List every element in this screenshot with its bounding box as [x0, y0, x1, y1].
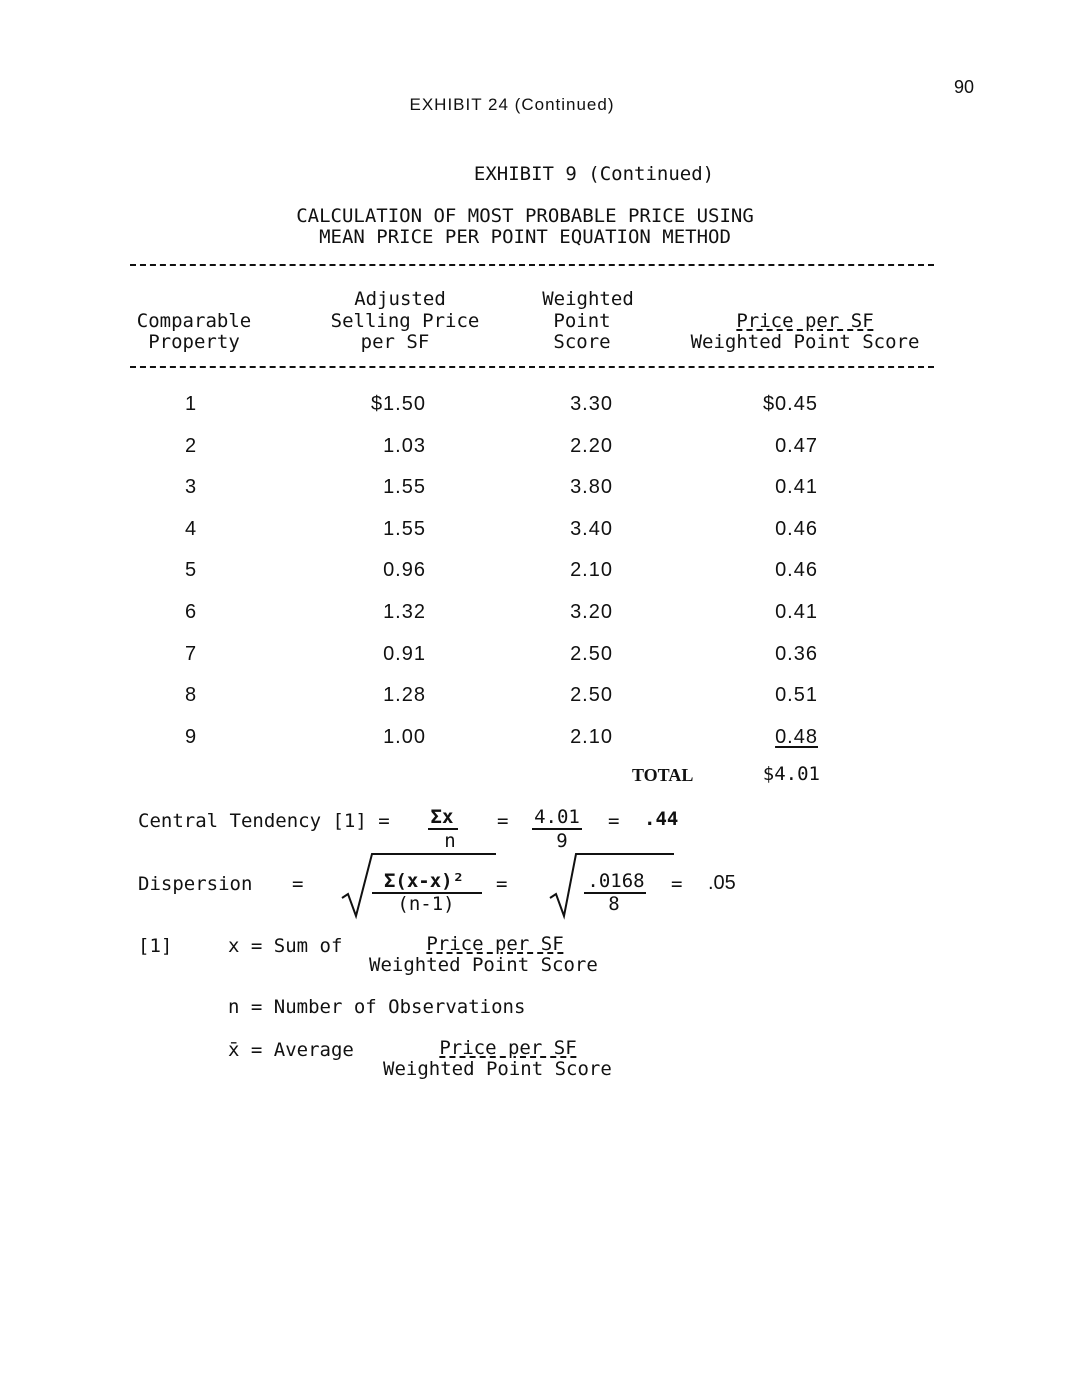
cell-price-per-point: $0.45	[762, 393, 818, 415]
total-value: $4.01	[762, 763, 820, 785]
central-tendency-value-numerator: 4.01	[534, 806, 580, 828]
col-header-weighted-3: Score	[553, 331, 611, 353]
dispersion-equals-1: =	[292, 873, 304, 895]
dispersion-value-denominator: 8	[608, 893, 620, 915]
cell-adjusted-price: 1.32	[383, 601, 426, 623]
col-header-weighted-1: Weighted	[542, 288, 634, 310]
cell-price-per-point: 0.46	[775, 517, 818, 540]
col-header-weighted-2: Point	[553, 310, 611, 332]
cell-weighted-score: 3.20	[570, 601, 613, 623]
footnote-xbar-fraction-bottom: Weighted Point Score	[383, 1058, 612, 1080]
central-tendency-equals-2: =	[608, 810, 620, 832]
cell-weighted-score: 3.80	[570, 476, 613, 499]
cell-adjusted-price: 1.55	[383, 517, 426, 540]
central-tendency-numerator: Σx	[430, 806, 454, 828]
col-header-ratio-top: Price per SF	[736, 310, 874, 332]
cell-property: 4	[184, 517, 198, 540]
col-header-ratio-bottom: Weighted Point Score	[690, 331, 920, 353]
cell-weighted-score: 3.40	[570, 517, 613, 540]
central-tendency-label: Central Tendency [1] =	[138, 810, 390, 832]
exhibit-header: EXHIBIT 24 (Continued)	[409, 95, 615, 114]
cell-property: 1	[184, 393, 198, 415]
total-label: TOTAL	[632, 765, 694, 785]
dispersion-numerator: Σ(x-x)²	[383, 870, 465, 892]
cell-adjusted-price: 1.28	[383, 684, 426, 707]
title-line-2: MEAN PRICE PER POINT EQUATION METHOD	[319, 226, 731, 248]
cell-adjusted-price: 1.55	[383, 476, 426, 499]
dispersion-value-numerator: .0168	[587, 870, 645, 892]
header-divider	[130, 366, 934, 368]
cell-price-per-point: 0.48	[775, 725, 818, 748]
footnote-x-fraction-top: Price per SF	[426, 933, 564, 955]
cell-weighted-score: 2.10	[570, 559, 613, 582]
footnote-x-fraction-bottom: Weighted Point Score	[369, 954, 598, 976]
cell-price-per-point: 0.46	[775, 559, 818, 582]
top-divider	[130, 264, 934, 266]
sub-header: EXHIBIT 9 (Continued)	[473, 163, 715, 185]
cell-adjusted-price: 0.96	[383, 559, 426, 582]
cell-property: 7	[184, 642, 198, 665]
cell-property: 5	[184, 559, 198, 582]
cell-property: 9	[184, 725, 198, 748]
page-number: 90	[954, 77, 975, 97]
cell-price-per-point: 0.51	[775, 684, 818, 707]
col-header-comparable-1: Comparable	[136, 310, 252, 332]
cell-weighted-score: 2.10	[570, 725, 613, 748]
footnote-n-definition: n = Number of Observations	[228, 996, 526, 1018]
cell-property: 2	[184, 434, 198, 457]
cell-weighted-score: 2.20	[570, 434, 613, 457]
col-header-adjusted-3: per SF	[360, 331, 430, 353]
cell-property: 3	[184, 476, 198, 499]
col-header-adjusted-2: Selling Price	[330, 310, 480, 332]
central-tendency-denominator: n	[444, 830, 456, 852]
cell-adjusted-price: 1.03	[383, 434, 426, 457]
col-header-adjusted-1: Adjusted	[354, 288, 446, 310]
central-tendency-equals-1: =	[497, 810, 509, 832]
footnote-xbar-fraction-top: Price per SF	[439, 1037, 577, 1059]
footnote-xbar-definition: x̄ = Average	[228, 1039, 354, 1061]
footnote-x-definition: x = Sum of	[228, 935, 343, 957]
cell-property: 8	[184, 684, 198, 707]
dispersion-equals-2: =	[496, 873, 508, 895]
cell-price-per-point: 0.36	[775, 642, 818, 665]
cell-adjusted-price: 1.00	[383, 725, 426, 748]
cell-weighted-score: 3.30	[570, 393, 613, 415]
cell-adjusted-price: 0.91	[383, 642, 426, 665]
cell-weighted-score: 2.50	[570, 684, 613, 707]
cell-weighted-score: 2.50	[570, 642, 613, 665]
dispersion-equals-3: =	[671, 873, 683, 895]
title-line-1: CALCULATION OF MOST PROBABLE PRICE USING	[296, 205, 754, 227]
dispersion-result: .05	[708, 872, 736, 894]
cell-property: 6	[184, 601, 198, 623]
cell-price-per-point: 0.41	[775, 476, 818, 499]
cell-price-per-point: 0.41	[775, 601, 818, 623]
central-tendency-value-denominator: 9	[556, 830, 568, 852]
cell-adjusted-price: $1.50	[370, 393, 426, 415]
footnote-marker: [1]	[138, 935, 173, 957]
dispersion-label: Dispersion	[138, 873, 253, 895]
dispersion-denominator: (n-1)	[397, 893, 455, 915]
col-header-comparable-2: Property	[148, 331, 240, 353]
cell-price-per-point: 0.47	[775, 434, 818, 457]
central-tendency-result: .44	[644, 808, 679, 830]
